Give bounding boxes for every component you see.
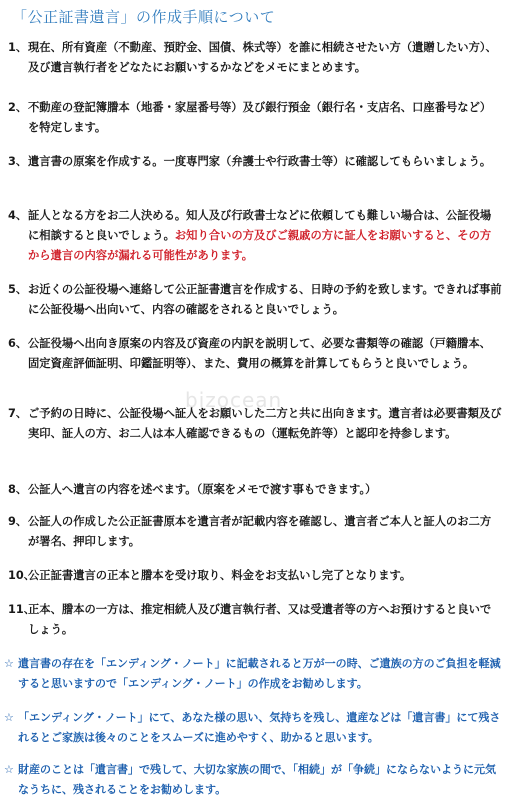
note-1 (4, 654, 504, 694)
step-text: 証人となる方をお二人決める。知人及び行政書士などに依頼しても難しい場合は、公証役場に相談すると良いでしょう。 (28, 209, 492, 242)
step-text: 正本、謄本の一方は、推定相続人及び遺言執行者、又は受遺者等の方へお預けすると良いでしょう。 (28, 603, 492, 636)
step-number: 4、 (8, 209, 28, 222)
step-text: 公証役場へ出向き原案の内容及び資産の内訳を説明して、必要な書類等の確認（戸籍謄本、固定資産評価証明、印鑑証明等）、また、費用の概算を計算してもらうと良いでしょう。 (28, 337, 491, 370)
step-1 (8, 38, 502, 78)
step-text: 公証人の作成した公正証書原本を遺言者が記載内容を確認し、遺言者ご本人と証人のお二方が署名、押印します。 (28, 515, 492, 548)
step-number: 1、 (8, 41, 28, 54)
step-2 (8, 98, 502, 138)
step-number: 7、 (8, 407, 28, 420)
star-icon: ☆ (4, 657, 14, 670)
step-number: 8、 (8, 483, 28, 496)
step-number: 9、 (8, 515, 28, 528)
step-text: 公証人へ遺言の内容を述べます。（原案をメモで渡す事もできます。） (28, 483, 377, 496)
step-text: お近くの公証役場へ連絡して公正証書遺言を作成する、日時の予約を致します。できれば事前に公証役場へ出向いて、内容の確認をされると良いでしょう。 (28, 283, 502, 316)
step-10 (8, 566, 502, 586)
step-3 (8, 152, 502, 172)
note-text: 遺言書の存在を「エンディング・ノート」に記載されると万が一の時、ご遺族の方のご負担を軽減すると思いますので「エンディング・ノート」の作成をお勧めします。 (18, 657, 501, 690)
step-number: 3、 (8, 155, 28, 168)
step-11 (8, 600, 502, 640)
step-7 (8, 404, 502, 444)
note-text: 「エンディング・ノート」にて、あなた様の思い、気持ちを残し、遺産などは「遺言書」にて残されるとご家族は後々のことをスムーズに進めやすく、助かると思います。 (18, 711, 501, 744)
step-number: 5、 (8, 283, 28, 296)
step-text: 公正証書遺言の正本と謄本を受け取り、料金をお支払いし完了となります。 (28, 569, 412, 582)
step-5 (8, 280, 502, 320)
step-number: 2、 (8, 101, 28, 114)
step-text: 不動産の登記簿謄本（地番・家屋番号等）及び銀行預金（銀行名・支店名、口座番号など）を特定します。 (28, 101, 492, 134)
step-text: 遺言書の原案を作成する。一度専門家（弁護士や行政書士等）に確認してもらいましょう。 (28, 155, 492, 168)
step-number: 10、 (8, 569, 36, 582)
step-9 (8, 512, 502, 552)
step-8 (8, 480, 502, 500)
note-2 (4, 708, 504, 748)
page-title: 「公正証書遺言」の作成手順について (12, 8, 276, 26)
step-text: ご予約の日時に、公証役場へ証人をお願いした二方と共に出向きます。遺言者は必要書類及び実印、証人の方、お二人は本人確認できるもの（運転免許等）と認印を持参します。 (28, 407, 502, 440)
note-text: 財産のことは「遺言書」で残して、大切な家族の間で、「相続」が「争続」にならないように元気なうちに、残されることをお勧めします。 (18, 763, 497, 796)
step-warning-text: お知り合いの方及びご親戚の方に証人をお願いすると、その方から遺言の内容が漏れる可能性があります。 (28, 229, 492, 262)
step-6 (8, 334, 502, 374)
star-icon: ☆ (4, 763, 14, 776)
step-text: 現在、所有資産（不動産、預貯金、国債、株式等）を誰に相続させたい方（遺贈したい方）、及び遺言執行者をどなたにお願いするかなどをメモにまとめます。 (28, 41, 497, 74)
step-number: 11、 (8, 603, 36, 616)
step-4 (8, 206, 502, 266)
star-icon: ☆ (4, 711, 14, 724)
note-3 (4, 760, 504, 800)
step-number: 6、 (8, 337, 28, 350)
watermark: bizocean (185, 388, 283, 412)
